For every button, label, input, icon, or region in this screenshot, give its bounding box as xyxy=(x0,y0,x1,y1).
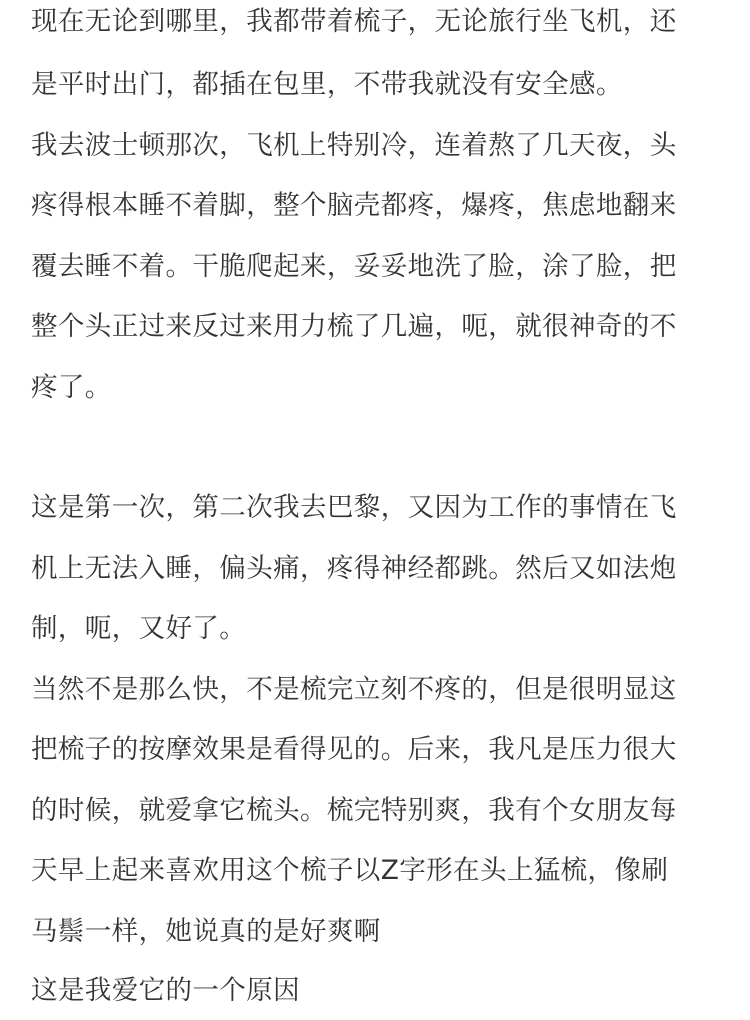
text-line: 马鬃一样，她说真的是好爽啊 xyxy=(31,915,381,947)
text-line: 机上无法入睡，偏头痛，疼得神经都跳。然后又如法炮 xyxy=(31,552,677,584)
article-body xyxy=(31,0,721,1006)
text-line: 的时候，就爱拿它梳头。梳完特别爽，我有个女朋友每 xyxy=(31,794,677,826)
text-line: 制，呃，又好了。 xyxy=(31,613,247,644)
text-line: 是平时出门，都插在包里，不带我就没有安全感。 xyxy=(31,69,623,100)
text-line: 疼得根本睡不着脚，整个脑壳都疼，爆疼，焦虑地翻来 xyxy=(31,190,677,221)
text-line: 现在无论到哪里，我都带着梳子，无论旅行坐飞机，还 xyxy=(31,6,677,37)
text-line: 这是我爱它的一个原因 xyxy=(31,975,300,1006)
text-line: 这是第一次，第二次我去巴黎，又因为工作的事情在飞 xyxy=(31,492,677,523)
text-line: 把梳子的按摩效果是看得见的。后来，我凡是压力很大 xyxy=(31,734,677,765)
paragraph-3 xyxy=(31,478,721,660)
paragraph-1 xyxy=(31,0,721,116)
paragraph-4 xyxy=(31,660,721,963)
paragraph-5 xyxy=(31,962,721,1006)
text-line: 天早上起来喜欢用这个梳子以Z字形在头上猛梳，像刷 xyxy=(31,855,669,886)
paragraph-2 xyxy=(31,116,721,419)
text-line: 我去波士顿那次，飞机上特别冷，连着熬了几天夜，头 xyxy=(31,129,677,161)
text-line: 当然不是那么快，不是梳完立刻不疼的，但是很明显这 xyxy=(31,673,677,705)
paragraph-spacer xyxy=(31,418,721,478)
text-line: 整个头正过来反过来用力梳了几遍，呃，就很神奇的不 xyxy=(31,311,677,342)
text-line: 疼了。 xyxy=(31,371,112,403)
text-line: 覆去睡不着。干脆爬起来，妥妥地洗了脸，涂了脸，把 xyxy=(31,250,677,282)
